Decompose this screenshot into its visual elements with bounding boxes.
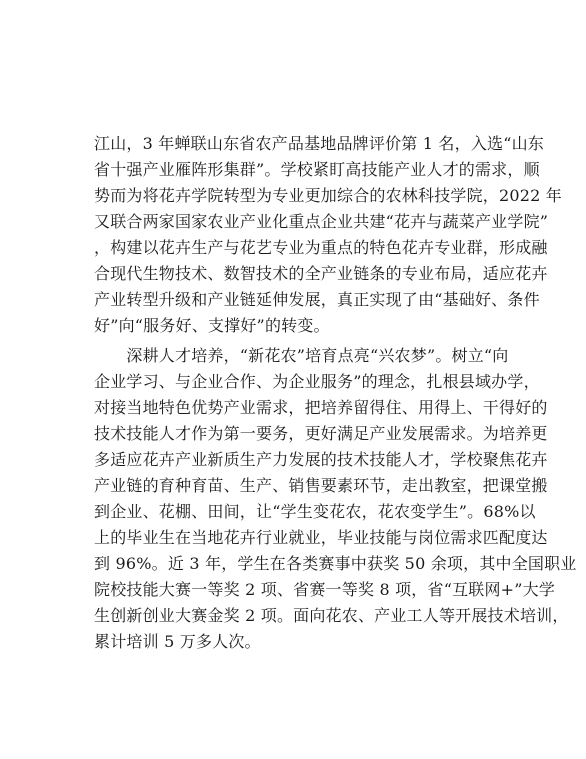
text-line: 技术技能人才作为第一要务，更好满足产业发展需求。为培养更 [94,424,548,443]
text-line: 产业链的育种育苗、生产、销售要素环节，走出教室，把课堂搬 [94,476,548,495]
text-line: 势而为将花卉学院转型为专业更加综合的农林科技学院，2022 年 [94,186,563,205]
text-line: 到企业、花棚、田间，让“学生变花农，花农变学生”。68%以 [94,502,536,521]
text-line: 产业转型升级和产业链延伸发展，真正实现了由“基础好、条件 [94,290,540,309]
text-line: 深耕人才培养，“新花农”培育点亮“兴农梦”。树立“向 [94,346,509,365]
text-line: 院校技能大赛一等奖 2 项、省赛一等奖 8 项，省“互联网+”大学 [94,580,556,599]
text-line: 好”向“服务好、支撑好”的转变。 [94,316,330,335]
text-line: 合现代生物技术、数智技术的全产业链条的专业布局，适应花卉 [94,264,548,283]
text-line: 上的毕业生在当地花卉行业就业，毕业技能与岗位需求匹配度达 [94,528,548,547]
text-line: 江山，3 年蝉联山东省农产品基地品牌评价第 1 名，入选“山东 [94,134,544,153]
text-line: 多适应花卉产业新质生产力发展的技术技能人才，学校聚焦花卉 [94,450,548,469]
text-line: 累计培训 5 万多人次。 [94,632,261,651]
text-line: 又联合两家国家农业产业化重点企业共建“花卉与蔬菜产业学院” [94,212,549,231]
text-line: ，构建以花卉生产与花艺专业为重点的特色花卉专业群，形成融 [94,238,548,257]
text-line: 企业学习、与企业合作、为企业服务”的理念，扎根县域办学， [94,372,540,391]
paragraph-2 [94,343,577,655]
text-line: 到 96%。近 3 年，学生在各类赛事中获奖 50 余项，其中全国职业 [94,554,577,573]
text-line: 省十强产业雁阵形集群”。学校紧盯高技能产业人才的需求，顺 [94,160,540,179]
text-line: 生创新创业大赛金奖 2 项。面向花农、产业工人等开展技术培训， [94,606,569,625]
body-text [94,131,577,655]
paragraph-1 [94,131,563,339]
text-line: 对接当地特色优势产业需求，把培养留得住、用得上、干得好的 [94,398,548,417]
